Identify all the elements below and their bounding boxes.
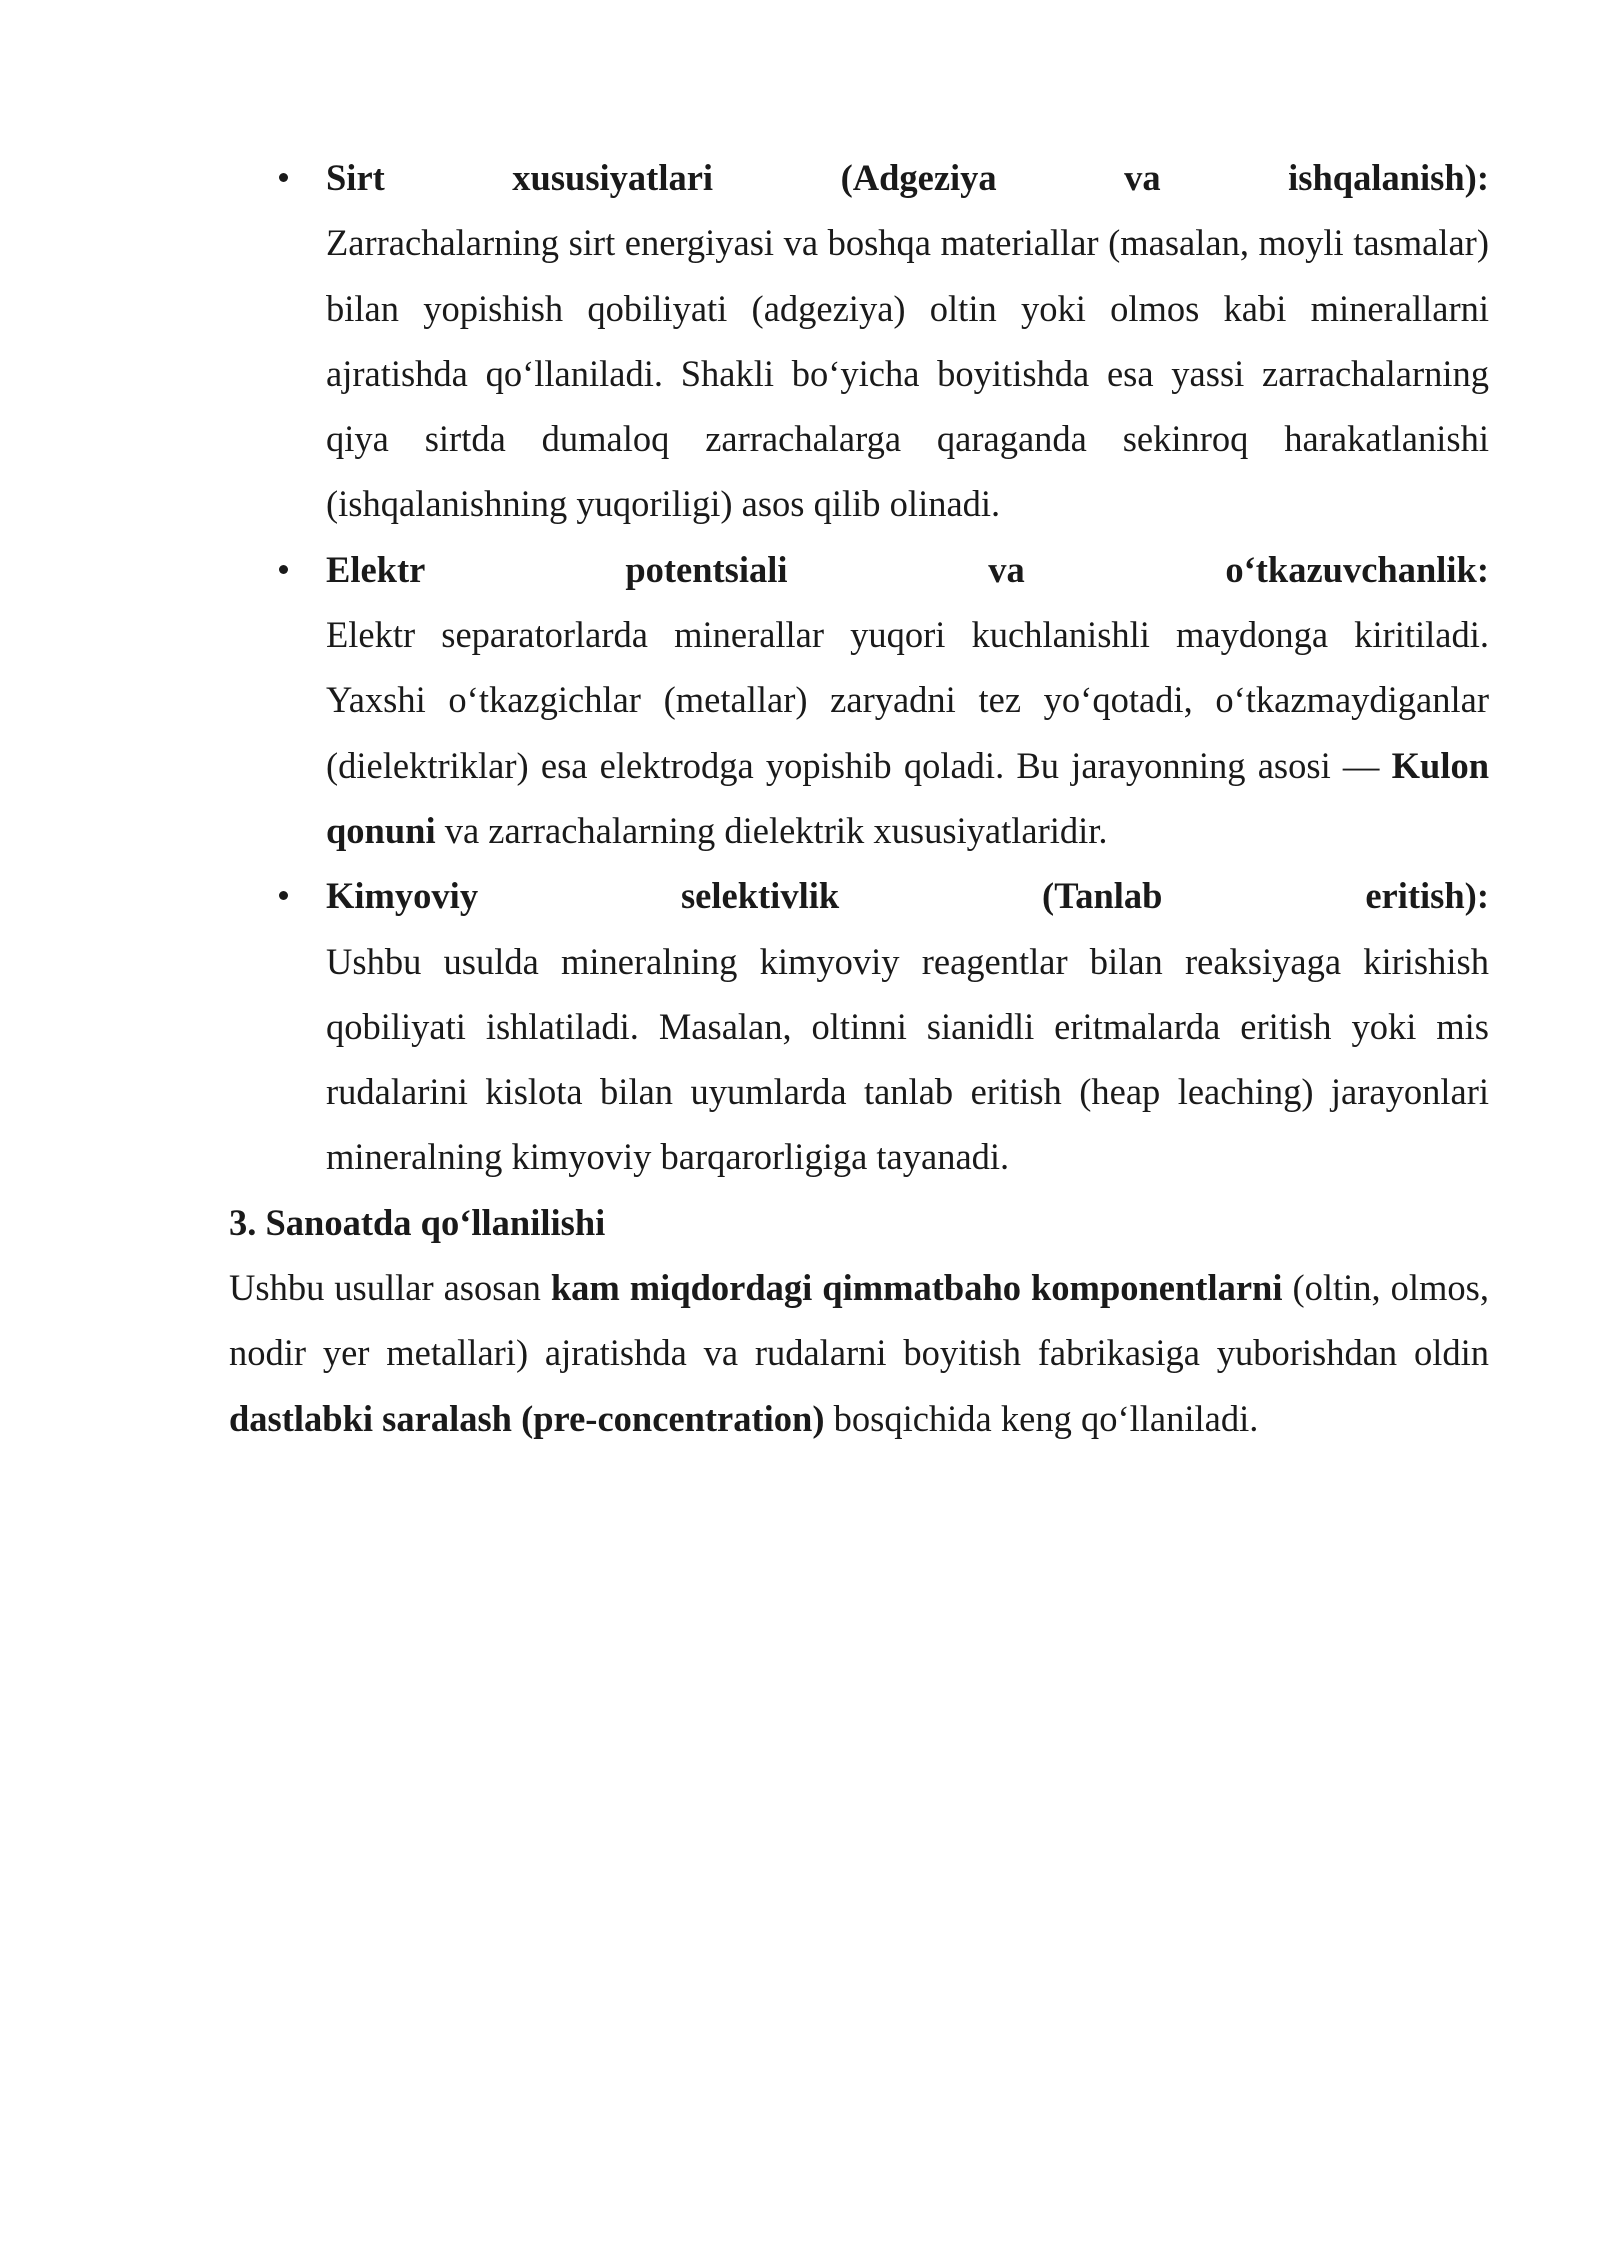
document-page [229,145,1489,1451]
bullet-heading: Sirt xususiyatlari (Adgeziya va ishqalanish): [326,157,1489,198]
section-text: (oltin, olmos, nodir yer metallari) ajratishda va rudalarni boyitish fabrikasiga yuborishdan oldin [229,1267,1489,1374]
section-text: bosqichida keng qo‘llaniladi. [824,1397,1259,1439]
list-item [229,863,1489,1189]
bullet-icon [279,565,288,574]
bullet-icon [279,173,288,182]
bullet-list [229,145,1489,1190]
bullet-heading: Kimyoviy selektivlik (Tanlab eritish): [326,875,1489,917]
section-title: 3. Sanoatda qo‘llanilishi [229,1201,606,1243]
bullet-icon [279,891,288,900]
list-item [229,537,1489,863]
section-bold: kam miqdordagi qimmatbaho komponentlarni [550,1267,1283,1309]
bullet-body [326,602,1489,863]
bullet-body-bold: Kulon qonuni [326,744,1490,851]
bullet-body-text: va zarrachalarning dielektrik xususiyatlaridir. [435,809,1108,851]
list-item [229,145,1489,537]
bullet-heading: Elektr potentsiali va o‘tkazuvchanlik: [326,548,1489,590]
section-paragraph [229,1255,1489,1451]
section-text: Ushbu usullar asosan [229,1267,551,1309]
bullet-body-text: Elektr separatorlarda minerallar yuqori kuchlanishli maydonga kiritiladi. Yaxshi o‘tkazgichlar (metallar) zaryadni tez yo‘qotadi, o‘tkazmaydiganlar (dielektriklar) esa elektrodga yopishib qoladi. Bu jarayonning asosi — [326,614,1489,786]
bullet-body: Ushbu usulda mineralning kimyoviy reagentlar bilan reaksiyaga kirishish qobiliyati ishlatiladi. Masalan, oltinni sianidli eritmalarda eritish yoki mis rudalarini kislota bilan uyumlarda tanlab eritish (heap leaching) jarayonlari mineralning kimyoviy barqarorligiga tayanadi. [326,940,1489,1178]
section-bold: dastlabki saralash (pre-concentration) [229,1397,825,1439]
bullet-body: Zarrachalarning sirt energiyasi va boshqa materiallar (masalan, moyli tasmalar) bilan yopishish qobiliyati (adgeziya) oltin yoki olmos kabi minerallarni ajratishda qo‘llaniladi. Shakli bo‘yicha boyitishda esa yassi zarrachalarning qiya sirtda dumaloq zarrachalarga qaraganda sekinroq harakatlanishi (ishqalanishning yuqoriligi) asos qilib olinadi. [326,222,1489,525]
